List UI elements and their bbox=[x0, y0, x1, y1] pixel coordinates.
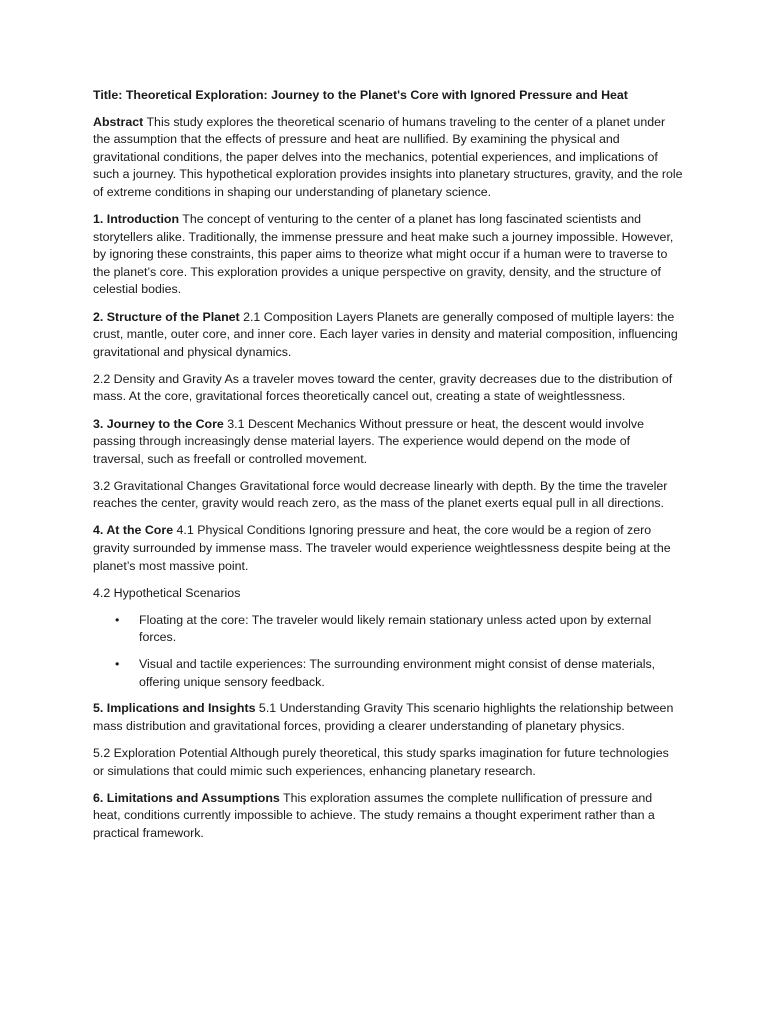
implications-paragraph bbox=[93, 700, 683, 735]
limitations-heading: 6. Limitations and Assumptions bbox=[93, 790, 280, 805]
document-title: Title: Theoretical Exploration: Journey to the Planet's Core with Ignored Pressure and Heat bbox=[93, 88, 628, 102]
core-paragraph bbox=[93, 522, 683, 575]
implications-heading: 5. Implications and Insights bbox=[93, 701, 256, 716]
scenario-list bbox=[93, 612, 683, 691]
density-gravity-paragraph: 2.2 Density and Gravity As a traveler moves toward the center, gravity decreases due to the distribution of mass. At the core, gravitational forces theoretically cancel out, creating a state of weightlessness. bbox=[93, 371, 673, 404]
exploration-potential-paragraph: 5.2 Exploration Potential Although purely theoretical, this study sparks imagination for future technologies or simulations that could mimic such experiences, enhancing planetary research. bbox=[93, 745, 669, 778]
abstract-paragraph bbox=[93, 114, 683, 202]
introduction-text: The concept of venturing to the center of a planet has long fascinated scientists and storytellers alike. Traditionally, the immense pressure and heat make such a journey impossible. However, by ignoring these constraints, this paper aims to theorize what might occur if a human were to traverse to the planet’s core. This exploration provides a unique perspective on gravity, density, and the structure of celestial bodies. bbox=[93, 212, 674, 297]
list-item-text: Floating at the core: The traveler would likely remain stationary unless acted upon by external forces. bbox=[139, 612, 652, 645]
journey-paragraph bbox=[93, 416, 683, 469]
structure-text: 2.1 Composition Layers Planets are generally composed of multiple layers: the crust, mantle, outer core, and inner core. Each layer varies in density and material composition, influencing gravitational and physical dynamics. bbox=[93, 309, 678, 359]
limitations-text: This exploration assumes the complete nullification of pressure and heat, conditions currently impossible to achieve. The study remains a thought experiment rather than a practical framework. bbox=[93, 790, 655, 840]
implications-text: 5.1 Understanding Gravity This scenario highlights the relationship between mass distribution and gravitational forces, providing a clearer understanding of planetary physics. bbox=[93, 701, 674, 733]
hypothetical-scenarios-heading: 4.2 Hypothetical Scenarios bbox=[93, 585, 241, 600]
bullet-icon: • bbox=[115, 612, 120, 627]
bullet-icon: • bbox=[115, 657, 120, 672]
introduction-heading: 1. Introduction bbox=[93, 212, 180, 227]
limitations-paragraph bbox=[93, 790, 683, 843]
journey-heading: 3. Journey to the Core bbox=[93, 416, 224, 431]
introduction-paragraph bbox=[93, 211, 683, 299]
gravitational-changes-paragraph: 3.2 Gravitational Changes Gravitational force would decrease linearly with depth. By the time the traveler reaches the center, gravity would reach zero, as the mass of the planet exerts equal pull in all directions. bbox=[93, 478, 668, 511]
abstract-heading: Abstract bbox=[93, 114, 144, 129]
structure-paragraph bbox=[93, 309, 683, 362]
structure-heading: 2. Structure of the Planet bbox=[93, 309, 240, 324]
core-heading: 4. At the Core bbox=[93, 523, 174, 538]
journey-text: 3.1 Descent Mechanics Without pressure or heat, the descent would involve passing through increasingly dense material layers. The experience would depend on the mode of traversal, such as freefall or controlled movement. bbox=[93, 416, 644, 466]
document-page bbox=[93, 87, 683, 852]
list-item bbox=[93, 656, 683, 691]
list-item-text: Visual and tactile experiences: The surrounding environment might consist of dense materials, offering unique sensory feedback. bbox=[139, 657, 656, 689]
list-item bbox=[93, 612, 683, 647]
core-text: 4.1 Physical Conditions Ignoring pressure and heat, the core would be a region of zero gravity surrounded by immense mass. The traveler would experience weightlessness despite being at the planet’s most massive point. bbox=[93, 523, 671, 573]
abstract-text: This study explores the theoretical scenario of humans traveling to the center of a planet under the assumption that the effects of pressure and heat are nullified. By examining the physical and gravitational conditions, the paper delves into the mechanics, potential experiences, and implications of such a journey. This hypothetical exploration provides insights into planetary structures, gravity, and the role of extreme conditions in shaping our understanding of planetary science. bbox=[93, 114, 683, 199]
